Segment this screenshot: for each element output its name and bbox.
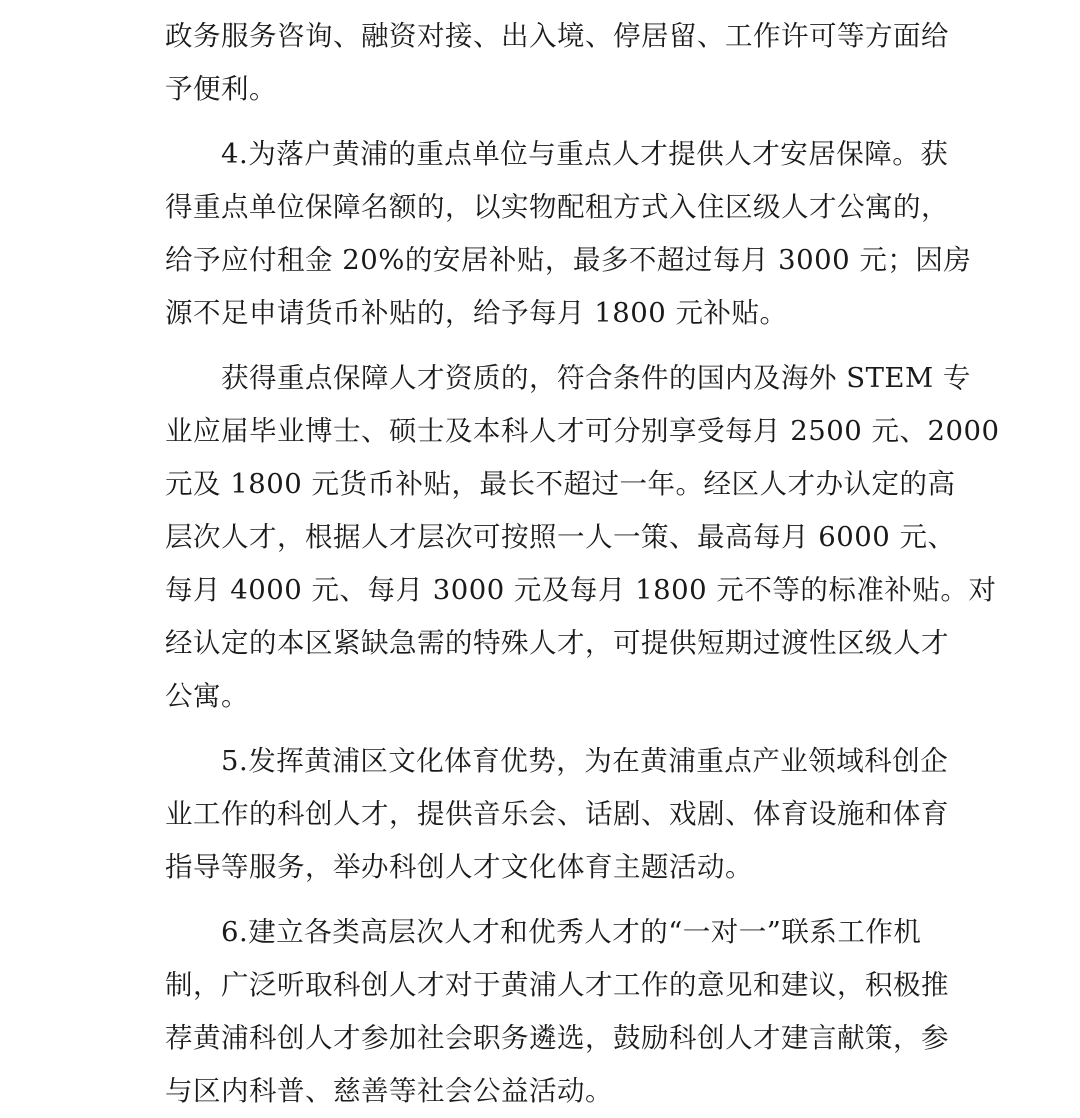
text-line: 5.发挥黄浦区文化体育优势，为在黄浦重点产业领域科创企 — [165, 745, 949, 777]
text-line: 指导等服务，举办科创人才文化体育主题活动。 — [165, 851, 753, 883]
paragraph-item-6 — [165, 906, 949, 1118]
text-line: 荐黄浦科创人才参加社会职务遴选，鼓励科创人才建言献策，参 — [165, 1022, 949, 1054]
text-line: 业工作的科创人才，提供音乐会、话剧、戏剧、体育设施和体育 — [165, 798, 949, 830]
text-line: 4.为落户黄浦的重点单位与重点人才提供人才安居保障。获 — [165, 138, 949, 170]
text-line: 公寓。 — [165, 680, 249, 712]
text-line: 制，广泛听取科创人才对于黄浦人才工作的意见和建议，积极推 — [165, 969, 949, 1001]
paragraph-intro-continued — [165, 10, 949, 116]
document-page — [165, 10, 1000, 1118]
text-line: 给予应付租金 20%的安居补贴，最多不超过每月 3000 元；因房 — [165, 244, 972, 276]
text-line: 获得重点保障人才资质的，符合条件的国内及海外 STEM 专 — [165, 362, 971, 394]
text-line: 政务服务咨询、融资对接、出入境、停居留、工作许可等方面给 — [165, 20, 949, 52]
paragraph-item-4 — [165, 128, 972, 340]
text-line: 经认定的本区紧缺急需的特殊人才，可提供短期过渡性区级人才 — [165, 627, 949, 659]
paragraph-item-5 — [165, 735, 949, 894]
text-line: 源不足申请货币补贴的，给予每月 1800 元补贴。 — [165, 297, 788, 329]
text-line: 予便利。 — [165, 73, 277, 105]
text-line: 得重点单位保障名额的，以实物配租方式入住区级人才公寓的， — [165, 191, 949, 223]
text-line: 元及 1800 元货币补贴，最长不超过一年。经区人才办认定的高 — [165, 468, 956, 500]
text-line: 层次人才，根据人才层次可按照一人一策、最高每月 6000 元、 — [165, 521, 956, 553]
paragraph-item-4-subsidy — [165, 352, 1000, 723]
text-line: 业应届毕业博士、硕士及本科人才可分别享受每月 2500 元、2000 — [165, 415, 1000, 447]
text-line: 与区内科普、慈善等社会公益活动。 — [165, 1075, 613, 1107]
text-line: 6.建立各类高层次人才和优秀人才的“一对一”联系工作机 — [165, 916, 922, 948]
text-line: 每月 4000 元、每月 3000 元及每月 1800 元不等的标准补贴。对 — [165, 574, 997, 606]
